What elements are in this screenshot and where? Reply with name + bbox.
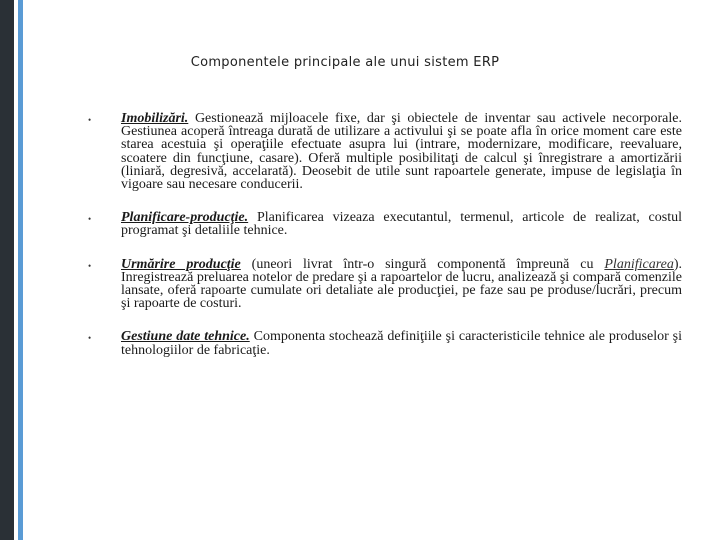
item-text: Componenta stochează definiţiile şi caracteristicile tehnice ale produselor şi tehnologiilor de fabricaţie. (121, 329, 682, 358)
item-reference: Planificarea (604, 256, 674, 272)
list-item-urmarire-productie (88, 258, 682, 311)
left-accent-bar-blue (18, 0, 23, 540)
bullet-icon: • (88, 214, 92, 225)
item-term: Planificare-producţie. (121, 210, 249, 226)
item-term: Imobilizări. (121, 111, 189, 126)
slide-title: Componentele principale ale unui sistem ERP (190, 55, 500, 70)
list-item-gestiune-date-tehnice (88, 330, 682, 356)
bullet-icon: • (88, 115, 92, 125)
list-item-planificare-productie (88, 211, 682, 237)
item-text-before: (uneori livrat într-o singură componentă împreună cu (240, 256, 605, 272)
item-term: Gestiune date tehnice. (121, 329, 250, 345)
item-text: ). Inregistrează preluarea notelor de predare şi a rapoartelor de lucru, analizează şi compară comenzile lansate, oferă rapoarte cumulate ori detaliate ale producţiei, pe faze sau pe produse/lucrări, precum şi rapoarte de costuri. (121, 256, 683, 312)
left-accent-bar-dark (0, 0, 14, 540)
item-term: Urmărire producţie (121, 256, 241, 272)
bullet-icon: • (88, 260, 92, 271)
list-item-imobilizari (88, 112, 682, 191)
item-text: Gestionează mijloacele fixe, dar şi obiectele de inventar sau activele necorporale. Gestiunea acoperă întreaga durată de utilizare a activului şi se poate afla în orice moment care este starea acestuia şi operaţiile efectuate asupra lui (intrare, modernizare, modificare, reevaluare, scoatere din funcţiune, casare). Oferă multiple posibilitaţi de calcul şi înregistrare a amortizării (liniară, degresivă, accelarată). Deosebit de utile sunt rapoartele generate, impuse de legislaţia în vigoare sau necesare conducerii. (121, 111, 682, 193)
bullet-icon: • (88, 333, 92, 344)
bullet-list (88, 112, 682, 377)
item-text: Planificarea vizeaza executantul, termenul, articole de realizat, costul programat şi detaliile tehnice. (121, 210, 682, 239)
